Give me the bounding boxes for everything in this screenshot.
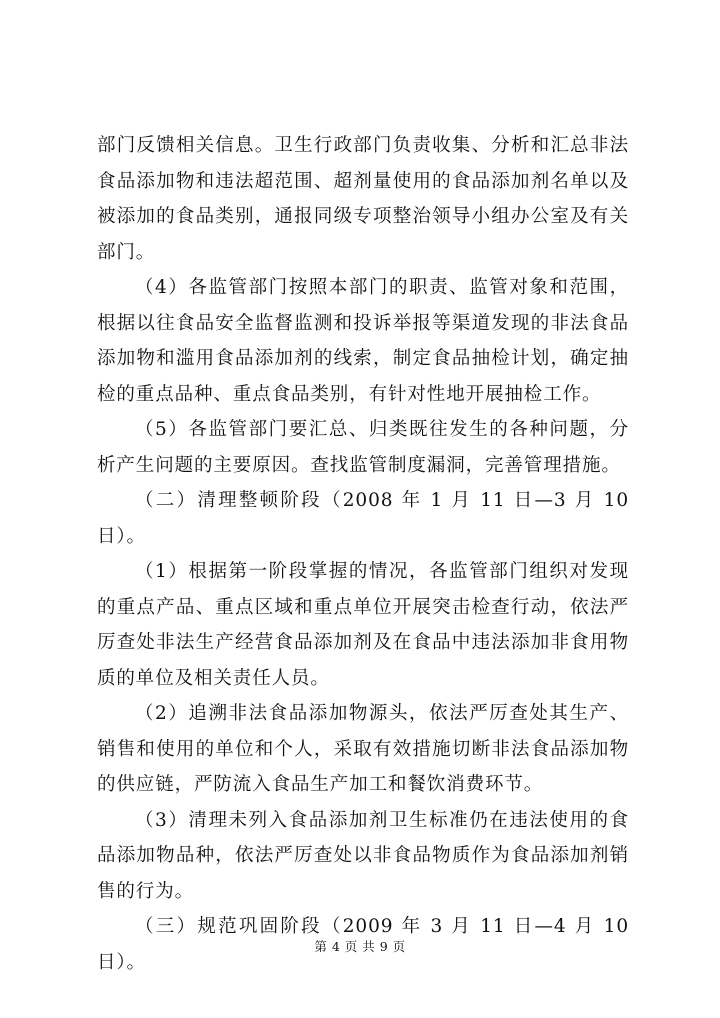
- paragraph-7: （3）清理未列入食品添加剂卫生标准仍在违法使用的食品添加物品种，依法严厉查处以非食品物质作为食品添加剂销售的行为。: [97, 809, 629, 902]
- section-heading-3: （三）规范巩固阶段（2009 年 3 月 11 日—4 月 10 日）。: [97, 916, 629, 973]
- paragraph-2: （4）各监管部门按照本部门的职责、监管对象和范围，根据以往食品安全监督监测和投诉举报等渠道发现的非法食品添加物和滥用食品添加剂的线索，制定食品抽检计划，确定抽检的重点品种、重点食品类别，有针对性地开展抽检工作。: [97, 277, 629, 405]
- paragraph-5: （1）根据第一阶段掌握的情况，各监管部门组织对发现的重点产品、重点区域和重点单位开展突击检查行动，依法严厉查处非法生产经营食品添加剂及在食品中违法添加非食用物质的单位及相关责任人员。: [97, 561, 629, 689]
- page-number-footer: 第 4 页 共 9 页: [314, 939, 406, 954]
- section-heading-2: （二）清理整顿阶段（2008 年 1 月 11 日—3 月 10 日）。: [97, 490, 629, 547]
- paragraph-6: （2）追溯非法食品添加物源头，依法严厉查处其生产、销售和使用的单位和个人，采取有效措施切断非法食品添加物的供应链，严防流入食品生产加工和餐饮消费环节。: [97, 703, 629, 795]
- paragraph-1: 部门反馈相关信息。卫生行政部门负责收集、分析和汇总非法食品添加物和违法超范围、超剂量使用的食品添加剂名单以及被添加的食品类别，通报同级专项整治领导小组办公室及有关部门。: [97, 135, 629, 263]
- document-body: [97, 128, 629, 980]
- paragraph-3: （5）各监管部门要汇总、归类既往发生的各种问题，分析产生问题的主要原因。查找监管制度漏洞，完善管理措施。: [97, 419, 629, 476]
